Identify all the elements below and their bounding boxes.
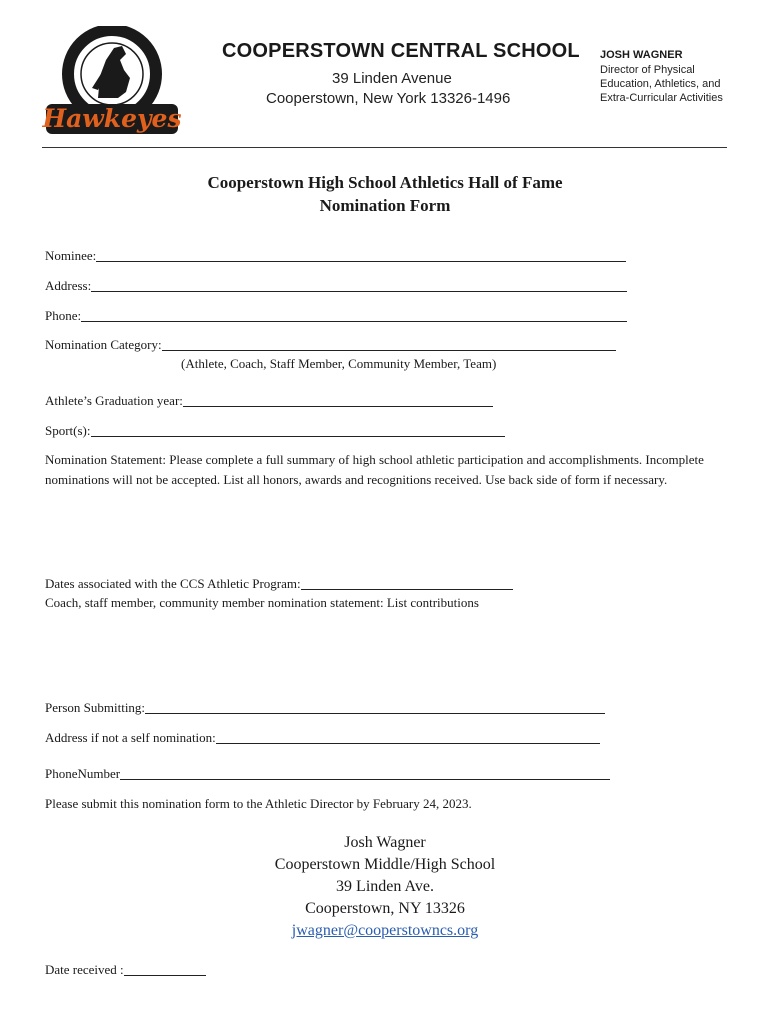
category-label: Nomination Category: bbox=[45, 337, 162, 352]
grad-year-label: Athlete’s Graduation year: bbox=[45, 393, 183, 408]
phone-number-field[interactable] bbox=[45, 766, 610, 782]
nomination-statement-instructions: Nomination Statement: Please complete a full summary of high school athletic participation and accomplishments. Incomplete nominations will not be accepted. List all honors, awards and recognitions received. Use back side of form if necessary. bbox=[45, 452, 704, 487]
contact-city: Cooperstown, NY 13326 bbox=[305, 900, 465, 917]
school-logo bbox=[40, 26, 182, 138]
school-name: COOPERSTOWN CENTRAL SCHOOL bbox=[222, 40, 580, 62]
address-field[interactable] bbox=[45, 278, 627, 294]
director-title-line1: Director of Physical bbox=[600, 64, 695, 76]
phone-line[interactable] bbox=[81, 309, 627, 322]
contact-email-link[interactable]: jwagner@cooperstowncs.org bbox=[291, 922, 479, 939]
submit-instruction: Please submit this nomination form to the Athletic Director by February 24, 2023. bbox=[45, 796, 472, 811]
date-received-field[interactable] bbox=[45, 962, 206, 978]
sports-field[interactable] bbox=[45, 423, 505, 439]
coach-statement-instructions: Coach, staff member, community member nomination statement: List contributions bbox=[45, 595, 479, 610]
address-label: Address: bbox=[45, 278, 92, 293]
school-address-street: 39 Linden Avenue bbox=[332, 70, 452, 87]
dates-field[interactable] bbox=[45, 576, 513, 592]
phone-field[interactable] bbox=[45, 308, 627, 324]
header-divider bbox=[42, 147, 727, 148]
category-hint: (Athlete, Coach, Staff Member, Community Member, Team) bbox=[181, 356, 497, 371]
grad-year-field[interactable] bbox=[45, 393, 493, 409]
school-address-city: Cooperstown, New York 13326-1496 bbox=[266, 90, 511, 107]
date-received-label: Date received : bbox=[45, 962, 124, 977]
person-submitting-field[interactable] bbox=[45, 700, 605, 716]
nominee-field[interactable] bbox=[45, 248, 626, 264]
form-title: Cooperstown High School Athletics Hall of Fame bbox=[207, 173, 563, 192]
dates-line[interactable] bbox=[301, 577, 513, 590]
dates-label: Dates associated with the CCS Athletic Program: bbox=[45, 576, 301, 591]
director-title-line3: Extra-Curricular Activities bbox=[600, 92, 723, 104]
svg-text:Hawkeyes: Hawkeyes bbox=[42, 104, 182, 133]
phone-number-line[interactable] bbox=[120, 767, 610, 780]
date-received-line[interactable] bbox=[124, 963, 206, 976]
phone-number-label: PhoneNumber bbox=[45, 766, 121, 781]
nominee-label: Nominee: bbox=[45, 248, 97, 263]
category-field[interactable] bbox=[45, 337, 616, 353]
form-subtitle: Nomination Form bbox=[319, 196, 451, 215]
address-if-not-self-label: Address if not a self nomination: bbox=[45, 730, 216, 745]
nominee-line[interactable] bbox=[96, 249, 626, 262]
person-submitting-line[interactable] bbox=[145, 701, 605, 714]
grad-year-line[interactable] bbox=[183, 394, 493, 407]
sports-line[interactable] bbox=[91, 424, 505, 437]
contact-street: 39 Linden Ave. bbox=[336, 878, 434, 895]
address-if-not-self-line[interactable] bbox=[216, 731, 600, 744]
director-name: JOSH WAGNER bbox=[600, 49, 683, 61]
person-submitting-label: Person Submitting: bbox=[45, 700, 146, 715]
contact-school: Cooperstown Middle/High School bbox=[274, 856, 496, 873]
address-if-not-self-field[interactable] bbox=[45, 730, 600, 746]
director-title-line2: Education, Athletics, and bbox=[600, 78, 721, 90]
phone-label: Phone: bbox=[45, 308, 82, 323]
sports-label: Sport(s): bbox=[45, 423, 91, 438]
contact-name: Josh Wagner bbox=[344, 834, 426, 851]
address-line[interactable] bbox=[91, 279, 627, 292]
category-line[interactable] bbox=[162, 338, 616, 351]
